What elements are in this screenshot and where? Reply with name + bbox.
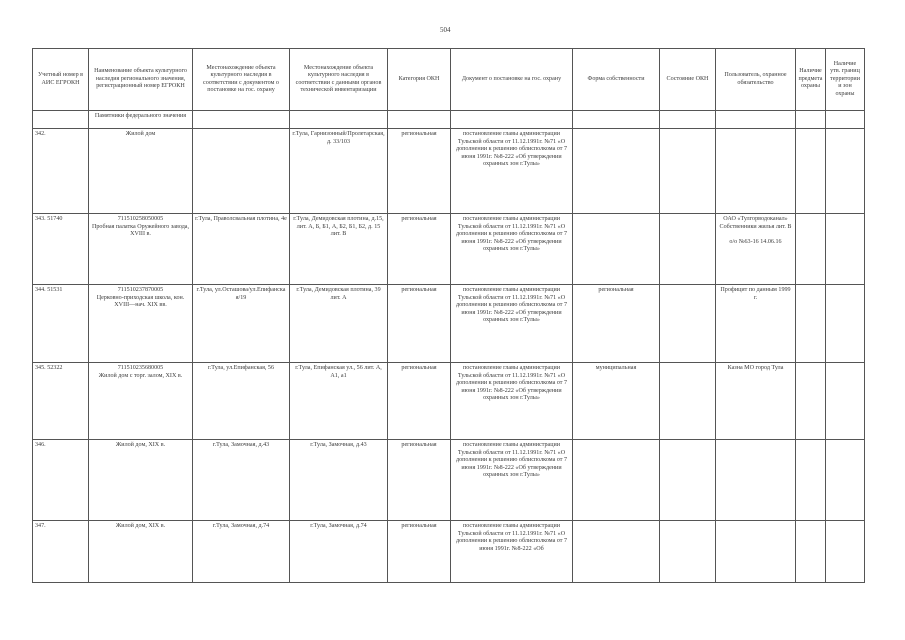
table-row <box>33 440 865 521</box>
column-header: Наличие предмета охраны <box>796 49 826 111</box>
ownership-cell: муниципальная <box>573 363 660 440</box>
user-cell: ОАО «Тулгорводоканал» Собственники жилья лит. В o/o №63-16 14.06.16 <box>716 214 796 285</box>
subject-cell <box>796 285 826 363</box>
object-name-cell: 711510235680005 Жилой дом с торг. залом, XIX в. <box>89 363 193 440</box>
location-doc-cell <box>193 129 290 214</box>
category-cell: региональная <box>388 214 451 285</box>
ownership-cell <box>573 440 660 521</box>
row-number-cell: 344. 51531 <box>33 285 89 363</box>
object-name-cell: Жилой дом, XIX в. <box>89 521 193 583</box>
location-tech-cell: г.Тула, Демидовская плотина, 39 лит. А <box>290 285 388 363</box>
ownership-cell <box>573 214 660 285</box>
object-name-cell: 711510258050005 Пробная палатка Оружейного завода, XVIII в. <box>89 214 193 285</box>
state-cell <box>660 521 716 583</box>
user-cell: Профицит по данным 1999 г. <box>716 285 796 363</box>
borders-cell <box>826 129 865 214</box>
row-number-cell: 343. 51740 <box>33 214 89 285</box>
location-doc-cell: г.Тула, Замочная, д.74 <box>193 521 290 583</box>
borders-cell <box>826 440 865 521</box>
subject-cell <box>796 521 826 583</box>
location-doc-cell: г.Тула, Праволсвальная плотина, 4е <box>193 214 290 285</box>
document-cell: постановление главы администрации Тульской области от 11.12.1991г. №71 «О дополнении к решению облисполкома от 7 июня 1991г. №8-222 «Об утверждении охранных зон г.Тулы» <box>451 129 573 214</box>
location-tech-cell: г.Тула, Замочная, д.74 <box>290 521 388 583</box>
subject-cell <box>796 440 826 521</box>
column-header: Местонахождение объекта культурного наследия в соответствии с документом о постановке на гос. охрану <box>193 49 290 111</box>
table-row <box>33 363 865 440</box>
row-number-cell: 346. <box>33 440 89 521</box>
state-cell <box>660 129 716 214</box>
table-row <box>33 521 865 583</box>
row-number-cell: 345. 52322 <box>33 363 89 440</box>
document-cell: постановление главы администрации Тульской области от 11.12.1991г. №71 «О дополнении к решению облисполкома от 7 июня 1991г. №8-222 «Об утверждении охранных зон г.Тулы» <box>451 440 573 521</box>
category-cell: региональная <box>388 285 451 363</box>
state-cell <box>660 214 716 285</box>
state-cell <box>660 363 716 440</box>
category-cell: региональная <box>388 521 451 583</box>
column-header: Документ о постановке на гос. охрану <box>451 49 573 111</box>
table-header-row <box>33 49 865 111</box>
column-header: Форма собственности <box>573 49 660 111</box>
table-row <box>33 129 865 214</box>
subject-cell <box>796 214 826 285</box>
row-number-cell: 347. <box>33 521 89 583</box>
location-doc-cell: г.Тула, ул.Осташова/ул.Епифанска я/19 <box>193 285 290 363</box>
registry-table <box>32 48 865 583</box>
borders-cell <box>826 521 865 583</box>
ownership-cell: региональная <box>573 285 660 363</box>
column-header: Наименование объекта культурного наследия регионального значения, регистрационный номер ЕГРОКН <box>89 49 193 111</box>
object-name-cell: Жилой дом <box>89 129 193 214</box>
location-tech-cell: г.Тула, Гарнизонный/Пролетарская, д. 33/103 <box>290 129 388 214</box>
user-cell <box>716 440 796 521</box>
ownership-cell <box>573 521 660 583</box>
category-cell: региональная <box>388 129 451 214</box>
location-tech-cell: г.Тула, Демидовская плотина, д.15, лит. А, Б, Б1, А, Б2, Б1, Б2, д. 15 лит. В <box>290 214 388 285</box>
column-header: Местонахождение объекта культурного наследия в соответствии с данными органов технической инвентаризации <box>290 49 388 111</box>
section-label: Памятники федерального значения <box>89 111 193 129</box>
category-cell: региональная <box>388 363 451 440</box>
borders-cell <box>826 363 865 440</box>
state-cell <box>660 285 716 363</box>
column-header: Состояние ОКН <box>660 49 716 111</box>
document-cell: постановление главы администрации Тульской области от 11.12.1991г. №71 «О дополнении к решению облисполкома от 7 июня 1991г. №8-222 «Об утверждении охранных зон г.Тулы» <box>451 363 573 440</box>
location-doc-cell: г.Тула, Замочная, д.43 <box>193 440 290 521</box>
column-header: Пользователь, охранное обязательство <box>716 49 796 111</box>
borders-cell <box>826 214 865 285</box>
user-cell <box>716 521 796 583</box>
column-header: Учетный номер в АИС ЕГРОКН <box>33 49 89 111</box>
column-header: Категория ОКН <box>388 49 451 111</box>
table-row <box>33 285 865 363</box>
page-number: 504 <box>440 26 451 34</box>
location-doc-cell: г.Тула, ул.Епифанская, 56 <box>193 363 290 440</box>
subject-cell <box>796 129 826 214</box>
user-cell <box>716 129 796 214</box>
state-cell <box>660 440 716 521</box>
subject-cell <box>796 363 826 440</box>
section-row <box>33 111 865 129</box>
table-row <box>33 214 865 285</box>
location-tech-cell: г.Тула, Замочная, д.43 <box>290 440 388 521</box>
borders-cell <box>826 285 865 363</box>
ownership-cell <box>573 129 660 214</box>
document-cell: постановление главы администрации Тульской области от 11.12.1991г. №71 «О дополнении к решению облисполкома от 7 июня 1991г. №8-222 «Об утверждении охранных зон г.Тулы» <box>451 214 573 285</box>
row-number-cell: 342. <box>33 129 89 214</box>
object-name-cell: 711510237870005 Церковно-приходская школа, кон. XVIII—нач. XIX вв. <box>89 285 193 363</box>
user-cell: Казна МО город Тула <box>716 363 796 440</box>
column-header: Наличие утв. границ территории и зон охраны <box>826 49 865 111</box>
category-cell: региональная <box>388 440 451 521</box>
location-tech-cell: г.Тула, Епифанская ул., 56 лит. А, А1, а1 <box>290 363 388 440</box>
document-cell: постановление главы администрации Тульской области от 11.12.1991г. №71 «О дополнении к решению облисполкома от 7 июня 1991г. №8-222 «Об <box>451 521 573 583</box>
object-name-cell: Жилой дом, XIX в. <box>89 440 193 521</box>
document-cell: постановление главы администрации Тульской области от 11.12.1991г. №71 «О дополнении к решению облисполкома от 7 июня 1991г. №8-222 «Об утверждении охранных зон г.Тулы» <box>451 285 573 363</box>
